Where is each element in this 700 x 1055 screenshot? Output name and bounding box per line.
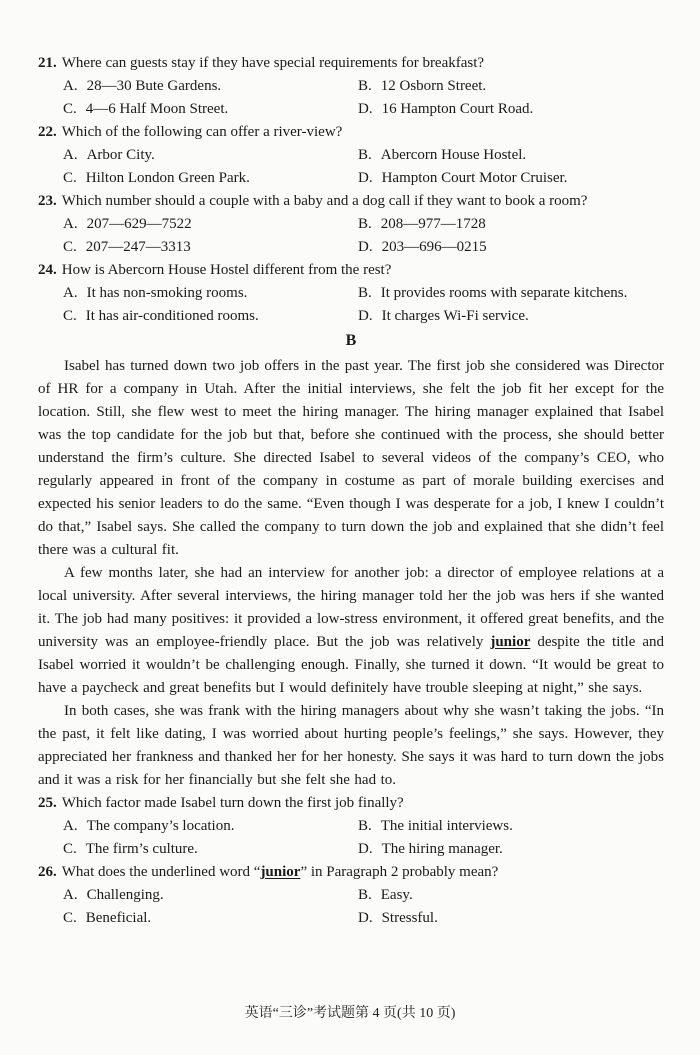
option-a <box>63 75 358 98</box>
question-text-part: ” in Paragraph 2 probably mean? <box>300 864 499 880</box>
option-a <box>63 884 358 907</box>
question-line <box>38 121 664 144</box>
option-label: C. <box>63 308 77 324</box>
options-grid <box>38 75 664 121</box>
question-line <box>38 52 664 75</box>
question-22 <box>38 121 664 190</box>
option-b <box>358 282 664 305</box>
option-label: B. <box>358 216 372 232</box>
option-c <box>63 907 358 930</box>
option-text: 207—629—7522 <box>86 216 192 232</box>
options-grid <box>38 884 664 930</box>
option-text: 208—977—1728 <box>380 216 486 232</box>
options-grid <box>38 144 664 190</box>
option-label: C. <box>63 841 77 857</box>
option-text: 203—696—0215 <box>381 239 487 255</box>
passage-paragraph-3: In both cases, she was frank with the hiring managers about why she wasn’t taking the jobs. “In the past, it felt like dating, I was worried about hurting people’s feelings,” she says. However, they appreciated her frankness and thanked her for her honesty. She says it was hard to turn down the jobs and it was a risk for her financially but she felt she had to. <box>38 703 664 788</box>
option-label: C. <box>63 910 77 926</box>
option-text: The firm’s culture. <box>85 841 198 857</box>
paragraph-2-text: A few months later, she had an interview for another job: a director of employee relations at a local university. After several interviews, the hiring manager told her the job was hers if she wanted it. The job had many positives: it provided a low-stress environment, it offered great benefits, and the university was an employee-friendly place. But the job was relatively <box>38 565 664 650</box>
option-c <box>63 167 358 190</box>
option-a <box>63 213 358 236</box>
option-d <box>358 907 664 930</box>
question-line <box>38 861 664 884</box>
option-text: It has non-smoking rooms. <box>86 285 248 301</box>
question-26 <box>38 861 664 930</box>
question-text: How is Abercorn House Hostel different from the rest? <box>61 262 392 278</box>
option-text: Stressful. <box>381 910 438 926</box>
option-text: Beneficial. <box>85 910 152 926</box>
option-label: D. <box>358 841 373 857</box>
option-text: It has air-conditioned rooms. <box>85 308 259 324</box>
option-label: B. <box>358 147 372 163</box>
option-text: 4—6 Half Moon Street. <box>85 101 229 117</box>
question-number: 22. <box>38 124 57 140</box>
question-number: 25. <box>38 795 57 811</box>
option-text: The hiring manager. <box>381 841 503 857</box>
option-label: A. <box>63 78 78 94</box>
option-b <box>358 884 664 907</box>
option-label: A. <box>63 147 78 163</box>
option-c <box>63 305 358 328</box>
passage-paragraph-2 <box>38 562 664 700</box>
question-number: 26. <box>38 864 57 880</box>
option-label: C. <box>63 101 77 117</box>
option-label: B. <box>358 818 372 834</box>
option-text: 28—30 Bute Gardens. <box>86 78 222 94</box>
option-label: C. <box>63 239 77 255</box>
question-text: Which of the following can offer a river-view? <box>61 124 343 140</box>
option-text: Challenging. <box>86 887 164 903</box>
option-text: Hampton Court Motor Cruiser. <box>381 170 568 186</box>
option-text: The initial interviews. <box>380 818 513 834</box>
question-line <box>38 792 664 815</box>
section-b-heading: B <box>345 332 357 349</box>
option-b <box>358 213 664 236</box>
question-text <box>62 861 499 884</box>
question-24 <box>38 259 664 328</box>
passage-paragraph-1: Isabel has turned down two job offers in the past year. The first job she considered was Director of HR for a company in Utah. After the initial interviews, she felt the job fit her except for the location. Still, she flew west to meet the hiring manager. The hiring manager explained that Isabel was the top candidate for the job but that, before she continued with the process, she should better understand the firm’s culture. She directed Isabel to several videos of the company’s CEO, who regularly appeared in front of the company in costume as part of morale building exercises and expected his senior leaders to do the same. “Even though I was desperate for a job, I knew I couldn’t do that,” Isabel says. She called the company to turn down the job and explained that she didn’t feel there was a cultural fit. <box>38 358 664 558</box>
option-text: 207—247—3313 <box>85 239 191 255</box>
option-a <box>63 144 358 167</box>
option-label: B. <box>358 285 372 301</box>
option-d <box>358 838 664 861</box>
question-number: 23. <box>38 193 57 209</box>
option-label: A. <box>63 818 78 834</box>
option-b <box>358 144 664 167</box>
options-grid <box>38 213 664 259</box>
reading-passage <box>38 355 664 792</box>
option-label: D. <box>358 910 373 926</box>
option-c <box>63 98 358 121</box>
option-label: A. <box>63 887 78 903</box>
option-text: Abercorn House Hostel. <box>380 147 527 163</box>
option-d <box>358 236 664 259</box>
option-d <box>358 98 664 121</box>
option-text: It charges Wi-Fi service. <box>381 308 529 324</box>
question-number: 24. <box>38 262 57 278</box>
question-text-part: What does the underlined word “ <box>61 864 261 880</box>
option-text: The company’s location. <box>86 818 235 834</box>
underlined-word-junior: junior <box>260 864 301 880</box>
option-label: D. <box>358 308 373 324</box>
option-b <box>358 75 664 98</box>
option-text: 12 Osborn Street. <box>380 78 487 94</box>
option-c <box>63 236 358 259</box>
option-a <box>63 815 358 838</box>
option-text: Easy. <box>380 887 413 903</box>
question-text: Which factor made Isabel turn down the first job finally? <box>61 795 404 811</box>
paragraph-2-text: despite the title and Isabel worried it wouldn’t be challenging enough. Finally, she turned it down. “It would be great to have a paycheck and great benefits but I would definitely have trouble sleeping at night,” she says. <box>38 634 664 696</box>
option-label: A. <box>63 216 78 232</box>
options-grid <box>38 282 664 328</box>
underlined-word-junior: junior <box>490 634 531 650</box>
option-label: B. <box>358 887 372 903</box>
option-label: B. <box>358 78 372 94</box>
question-23 <box>38 190 664 259</box>
option-c <box>63 838 358 861</box>
question-line <box>38 190 664 213</box>
option-label: A. <box>63 285 78 301</box>
option-label: D. <box>358 170 373 186</box>
option-d <box>358 167 664 190</box>
option-label: D. <box>358 101 373 117</box>
option-text: Arbor City. <box>86 147 155 163</box>
question-text: Which number should a couple with a baby and a dog call if they want to book a room? <box>61 193 588 209</box>
option-label: C. <box>63 170 77 186</box>
footer-page-label: 英语“三诊”考试题第 4 页(共 10 页) <box>244 1006 456 1021</box>
question-21 <box>38 52 664 121</box>
options-grid <box>38 815 664 861</box>
question-text: Where can guests stay if they have special requirements for breakfast? <box>61 55 485 71</box>
option-d <box>358 305 664 328</box>
option-a <box>63 282 358 305</box>
option-text: 16 Hampton Court Road. <box>381 101 534 117</box>
option-b <box>358 815 664 838</box>
option-text: It provides rooms with separate kitchens. <box>380 285 628 301</box>
option-text: Hilton London Green Park. <box>85 170 250 186</box>
question-line <box>38 259 664 282</box>
question-25 <box>38 792 664 861</box>
option-label: D. <box>358 239 373 255</box>
question-number: 21. <box>38 55 57 71</box>
